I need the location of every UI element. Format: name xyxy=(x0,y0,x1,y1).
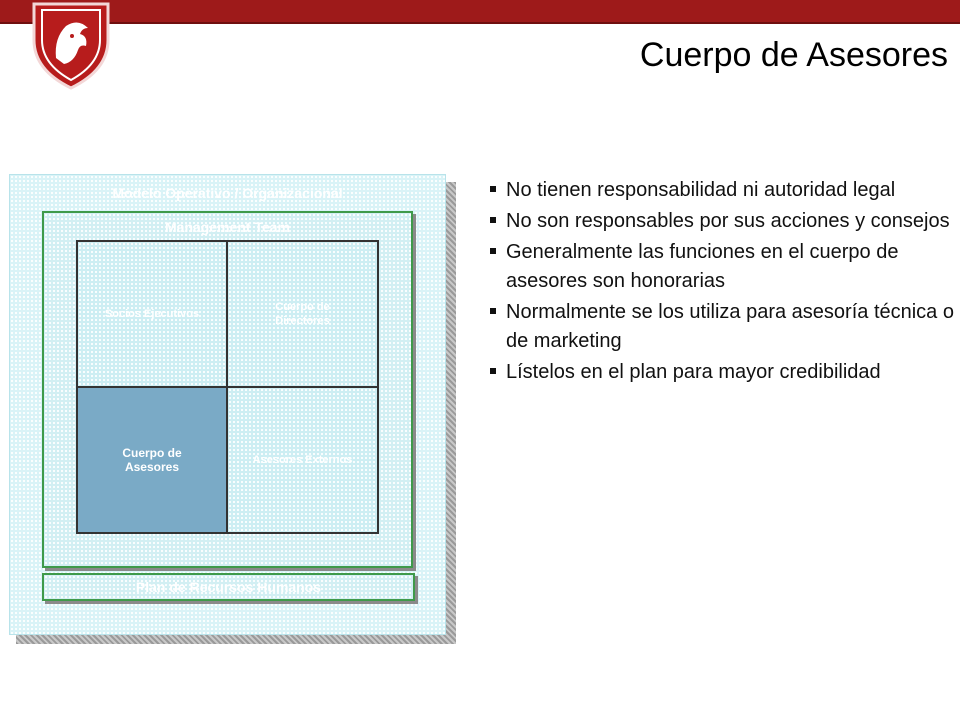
hr-plan-bar xyxy=(42,573,415,601)
operating-model-label: Modelo Operativo / Organizacional xyxy=(112,185,343,201)
hr-plan-label: Plan de Recursos Humanos xyxy=(135,579,322,595)
cell-label-line1: Cuerpo de xyxy=(122,446,182,460)
cell-label: Socios Ejecutivos xyxy=(104,308,200,320)
bullet-item: Generalmente las funciones en el cuerpo de asesores son honorarias xyxy=(488,238,958,296)
shield-logo-icon xyxy=(26,0,116,90)
cell-asesores-externos xyxy=(228,388,377,532)
bullet-list xyxy=(488,176,958,389)
bullet-item: No tienen responsabilidad ni autoridad legal xyxy=(488,176,958,205)
slide-title: Cuerpo de Asesores xyxy=(639,36,948,74)
cell-socios-ejecutivos xyxy=(78,242,228,388)
cell-cuerpo-de-directores xyxy=(228,242,377,388)
cell-label-line1: Cuerpo de xyxy=(275,301,330,313)
cell-cuerpo-de-asesores xyxy=(78,388,228,532)
cell-label: Asesores Externos xyxy=(252,454,353,466)
management-team-label: Management Team xyxy=(165,219,290,235)
bullet-item: No son responsables por sus acciones y consejos xyxy=(488,207,958,236)
bullet-item: Normalmente se los utiliza para asesoría técnica o de marketing xyxy=(488,298,958,356)
top-bar xyxy=(0,0,960,24)
team-grid xyxy=(76,240,379,534)
cell-label-line2: Asesores xyxy=(124,460,180,474)
cell-label-line2: Directores xyxy=(275,315,330,327)
bullet-item: Lístelos en el plan para mayor credibilidad xyxy=(488,358,958,387)
